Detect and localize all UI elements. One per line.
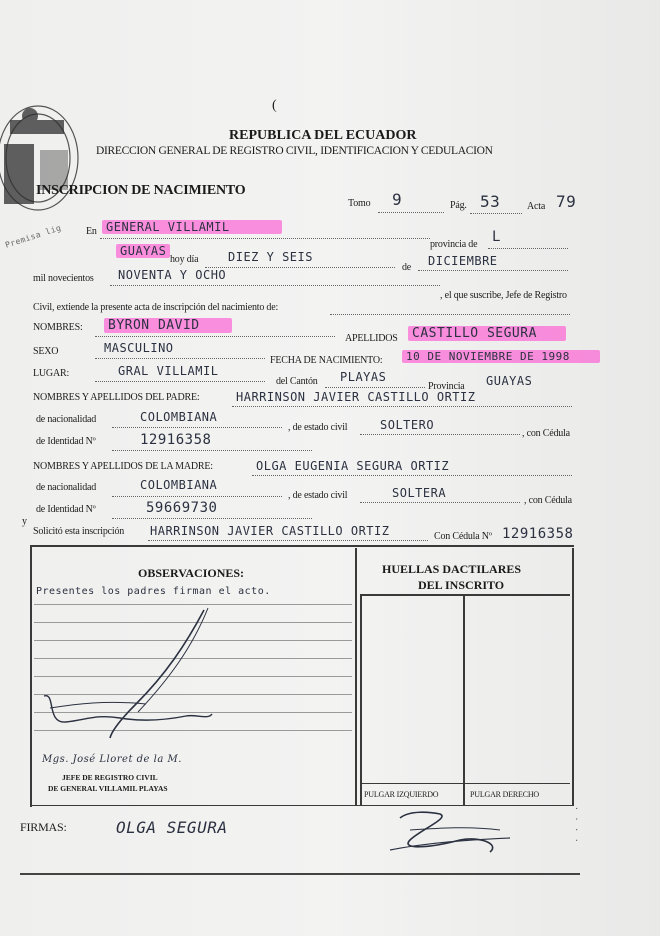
- stray-mark: (: [272, 98, 277, 113]
- acta-value: 79: [556, 192, 577, 211]
- fecha-value: 10 DE NOVIEMBRE DE 1998: [402, 350, 600, 363]
- mother-signature-text: OLGA SEGURA: [116, 818, 228, 837]
- pag-value: 53: [480, 192, 501, 211]
- solicita-cedula: 12916358: [502, 526, 574, 542]
- country-title: REPUBLICA DEL ECUADOR: [229, 128, 417, 143]
- father-civil-label: , de estado civil: [288, 422, 348, 433]
- huellas-box-top: [360, 594, 570, 596]
- father-name: HARRINSON JAVIER CASTILLO ORTIZ: [236, 390, 476, 404]
- place-value: GENERAL VILLAMIL: [102, 220, 282, 234]
- stamp-line-3: DE GENERAL VILLAMIL PLAYAS: [48, 784, 168, 793]
- margin-note: Premisa lig: [4, 223, 63, 250]
- nombres-value: BYRON DAVID: [104, 318, 232, 333]
- provincia-mark: L: [492, 229, 501, 245]
- official-seal: [0, 100, 95, 230]
- year-words-value: NOVENTA Y OCHO: [118, 268, 227, 282]
- en-label: En: [86, 226, 97, 237]
- firmas-label: FIRMAS:: [20, 820, 67, 834]
- bottom-rule: [20, 873, 580, 875]
- registrar-signature: [36, 604, 236, 794]
- box-right-border: [572, 548, 574, 806]
- sexo-value: MASCULINO: [104, 341, 174, 355]
- father-id: 12916358: [140, 432, 212, 448]
- hoy-label: hoy día: [170, 254, 199, 265]
- huellas-label-line: [360, 783, 570, 784]
- apellidos-label: APELLIDOS: [345, 333, 398, 344]
- canton-value: PLAYAS: [340, 370, 387, 384]
- provincia-value: GUAYAS: [116, 244, 170, 258]
- observaciones-text: Presentes los padres firman el acto.: [36, 586, 271, 597]
- huellas-title-1: HUELLAS DACTILARES: [382, 562, 522, 576]
- fecha-label: FECHA DE NACIMIENTO:: [270, 355, 383, 366]
- mother-nac: COLOMBIANA: [140, 478, 218, 492]
- mother-id-label: de Identidad Nº: [36, 504, 96, 515]
- margin-y: y: [22, 516, 27, 527]
- solicita-cedula-label: Con Cédula Nº: [434, 531, 492, 542]
- nombres-label: NOMBRES:: [33, 322, 83, 333]
- tomo-value: 9: [392, 190, 403, 209]
- provincia-label: provincia de: [430, 239, 478, 250]
- margin-scribble: · · · ·: [572, 806, 581, 844]
- father-nac: COLOMBIANA: [140, 410, 218, 424]
- box-top-border: [30, 545, 574, 547]
- huellas-box-middle: [463, 594, 465, 806]
- tomo-label: Tomo: [348, 198, 371, 209]
- stamp-line-1: Mgs. José Lloret de la M.: [42, 754, 182, 765]
- acta-label: Acta: [527, 201, 546, 212]
- de-label: de: [402, 262, 412, 273]
- prov-value: GUAYAS: [486, 374, 533, 388]
- month-value: DICIEMBRE: [428, 254, 498, 268]
- day-value: DIEZ Y SEIS: [228, 250, 313, 264]
- prov-label: Provincia: [428, 381, 465, 392]
- pulgar-izquierdo-label: PULGAR IZQUIERDO: [364, 790, 439, 799]
- mother-name: OLGA EUGENIA SEGURA ORTIZ: [256, 459, 450, 473]
- solicita-label: Solicitó esta inscripción: [33, 526, 125, 537]
- huellas-box-left: [360, 594, 362, 806]
- father-nac-label: de nacionalidad: [36, 414, 97, 425]
- sexo-label: SEXO: [33, 346, 59, 357]
- lugar-label: LUGAR:: [33, 368, 70, 379]
- mother-cedula-label: , con Cédula: [524, 495, 572, 506]
- mother-label: NOMBRES Y APELLIDOS DE LA MADRE:: [33, 461, 213, 472]
- father-cedula-label: , con Cédula: [522, 428, 570, 439]
- pag-label: Pág.: [450, 200, 467, 211]
- pulgar-derecho-label: PULGAR DERECHO: [470, 790, 539, 799]
- father-id-label: de Identidad Nº: [36, 436, 96, 447]
- solicita-name: HARRINSON JAVIER CASTILLO ORTIZ: [150, 524, 390, 538]
- father-label: NOMBRES Y APELLIDOS DEL PADRE:: [33, 392, 200, 403]
- box-divider: [355, 548, 357, 806]
- father-civil: SOLTERO: [380, 418, 435, 432]
- mil-label: mil novecientos: [33, 273, 94, 284]
- canton-label: del Cantón: [276, 376, 318, 387]
- stamp-line-2: JEFE DE REGISTRO CIVIL: [62, 773, 158, 782]
- box-left-border: [30, 545, 32, 807]
- mother-nac-label: de nacionalidad: [36, 482, 97, 493]
- mother-civil-label: , de estado civil: [288, 490, 348, 501]
- civil-text: Civil, extiende la presente acta de inscripción del nacimiento de:: [33, 302, 279, 313]
- father-signature: [380, 800, 530, 870]
- agency-title: DIRECCION GENERAL DE REGISTRO CIVIL, IDENTIFICACION Y CEDULACION: [96, 145, 493, 157]
- mother-id: 59669730: [146, 500, 218, 516]
- mother-civil: SOLTERA: [392, 486, 447, 500]
- suscribe-text: , el que suscribe, Jefe de Registro: [440, 290, 567, 301]
- observaciones-title: OBSERVACIONES:: [138, 566, 245, 580]
- huellas-title-2: DEL INSCRITO: [418, 578, 505, 592]
- document-title: INSCRIPCION DE NACIMIENTO: [36, 183, 246, 198]
- apellidos-value: CASTILLO SEGURA: [408, 326, 566, 341]
- lugar-value: GRAL VILLAMIL: [118, 364, 219, 378]
